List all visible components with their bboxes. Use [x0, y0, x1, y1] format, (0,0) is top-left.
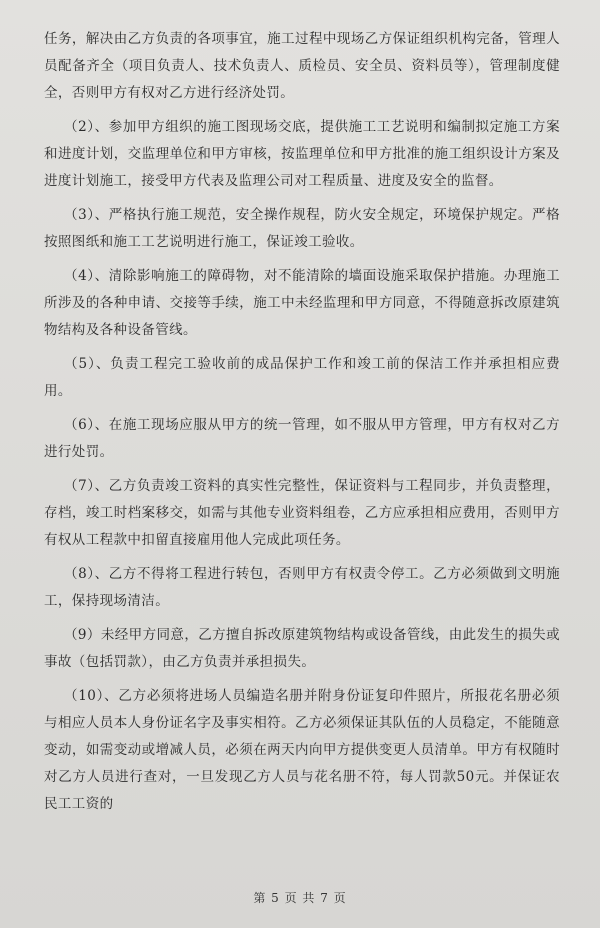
- paragraph-clause-6: （6）、在施工现场应服从甲方的统一管理，如不服从甲方管理，甲方有权对乙方进行处罚。: [44, 417, 560, 460]
- paragraph-clause-7: （7）、乙方负责竣工资料的真实性完整性，保证资料与工程同步，并负责整理，存档，竣工时档案移交，如需与其他专业资料组卷，乙方应承担相应费用，否则甲方有权从工程款中扣留直接雇用他人完成此项任务。: [44, 478, 560, 548]
- page-number-footer: 第 5 页 共 7 页: [253, 891, 347, 905]
- paragraph-continuation: 任务，解决由乙方负责的各项事宜，施工过程中现场乙方保证组织机构完备，管理人员配备齐全（项目负责人、技术负责人、质检员、安全员、资料员等），管理制度健全，否则甲方有权对乙方进行经济处罚。: [44, 31, 560, 101]
- paragraph-clause-8: （8）、乙方不得将工程进行转包，否则甲方有权责令停工。乙方必须做到文明施工，保持现场清洁。: [44, 566, 560, 609]
- paragraph-clause-5: （5）、负责工程完工验收前的成品保护工作和竣工前的保洁工作并承担相应费用。: [44, 356, 560, 399]
- paragraph-clause-2: （2）、参加甲方组织的施工图现场交底，提供施工工艺说明和编制拟定施工方案和进度计划，交监理单位和甲方审核，按监理单位和甲方批准的施工组织设计方案及进度计划施工，接受甲方代表及监理公司对工程质量、进度及安全的监督。: [44, 119, 560, 189]
- paragraph-clause-4: （4）、清除影响施工的障碍物，对不能清除的墙面设施采取保护措施。办理施工所涉及的各种申请、交接等手续，施工中未经监理和甲方同意，不得随意拆改原建筑物结构及各种设备管线。: [44, 268, 560, 338]
- paragraph-clause-3: （3）、严格执行施工规范，安全操作规程，防火安全规定，环境保护规定。严格按照图纸和施工工艺说明进行施工，保证竣工验收。: [44, 207, 560, 250]
- paragraph-clause-10: （10）、乙方必须将进场人员编造名册并附身份证复印件照片，所报花名册必须与相应人员本人身份证名字及事实相符。乙方必须保证其队伍的人员稳定，不能随意变动，如需变动或增减人员，必须在两天内向甲方提供变更人员清单。甲方有权随时对乙方人员进行查对，一旦发现乙方人员与花名册不符，每人罚款50元。并保证农民工工资的: [44, 688, 560, 812]
- paragraph-clause-9: （9）未经甲方同意，乙方擅自拆改原建筑物结构或设备管线，由此发生的损失或事故（包括罚款），由乙方负责并承担损失。: [44, 627, 560, 670]
